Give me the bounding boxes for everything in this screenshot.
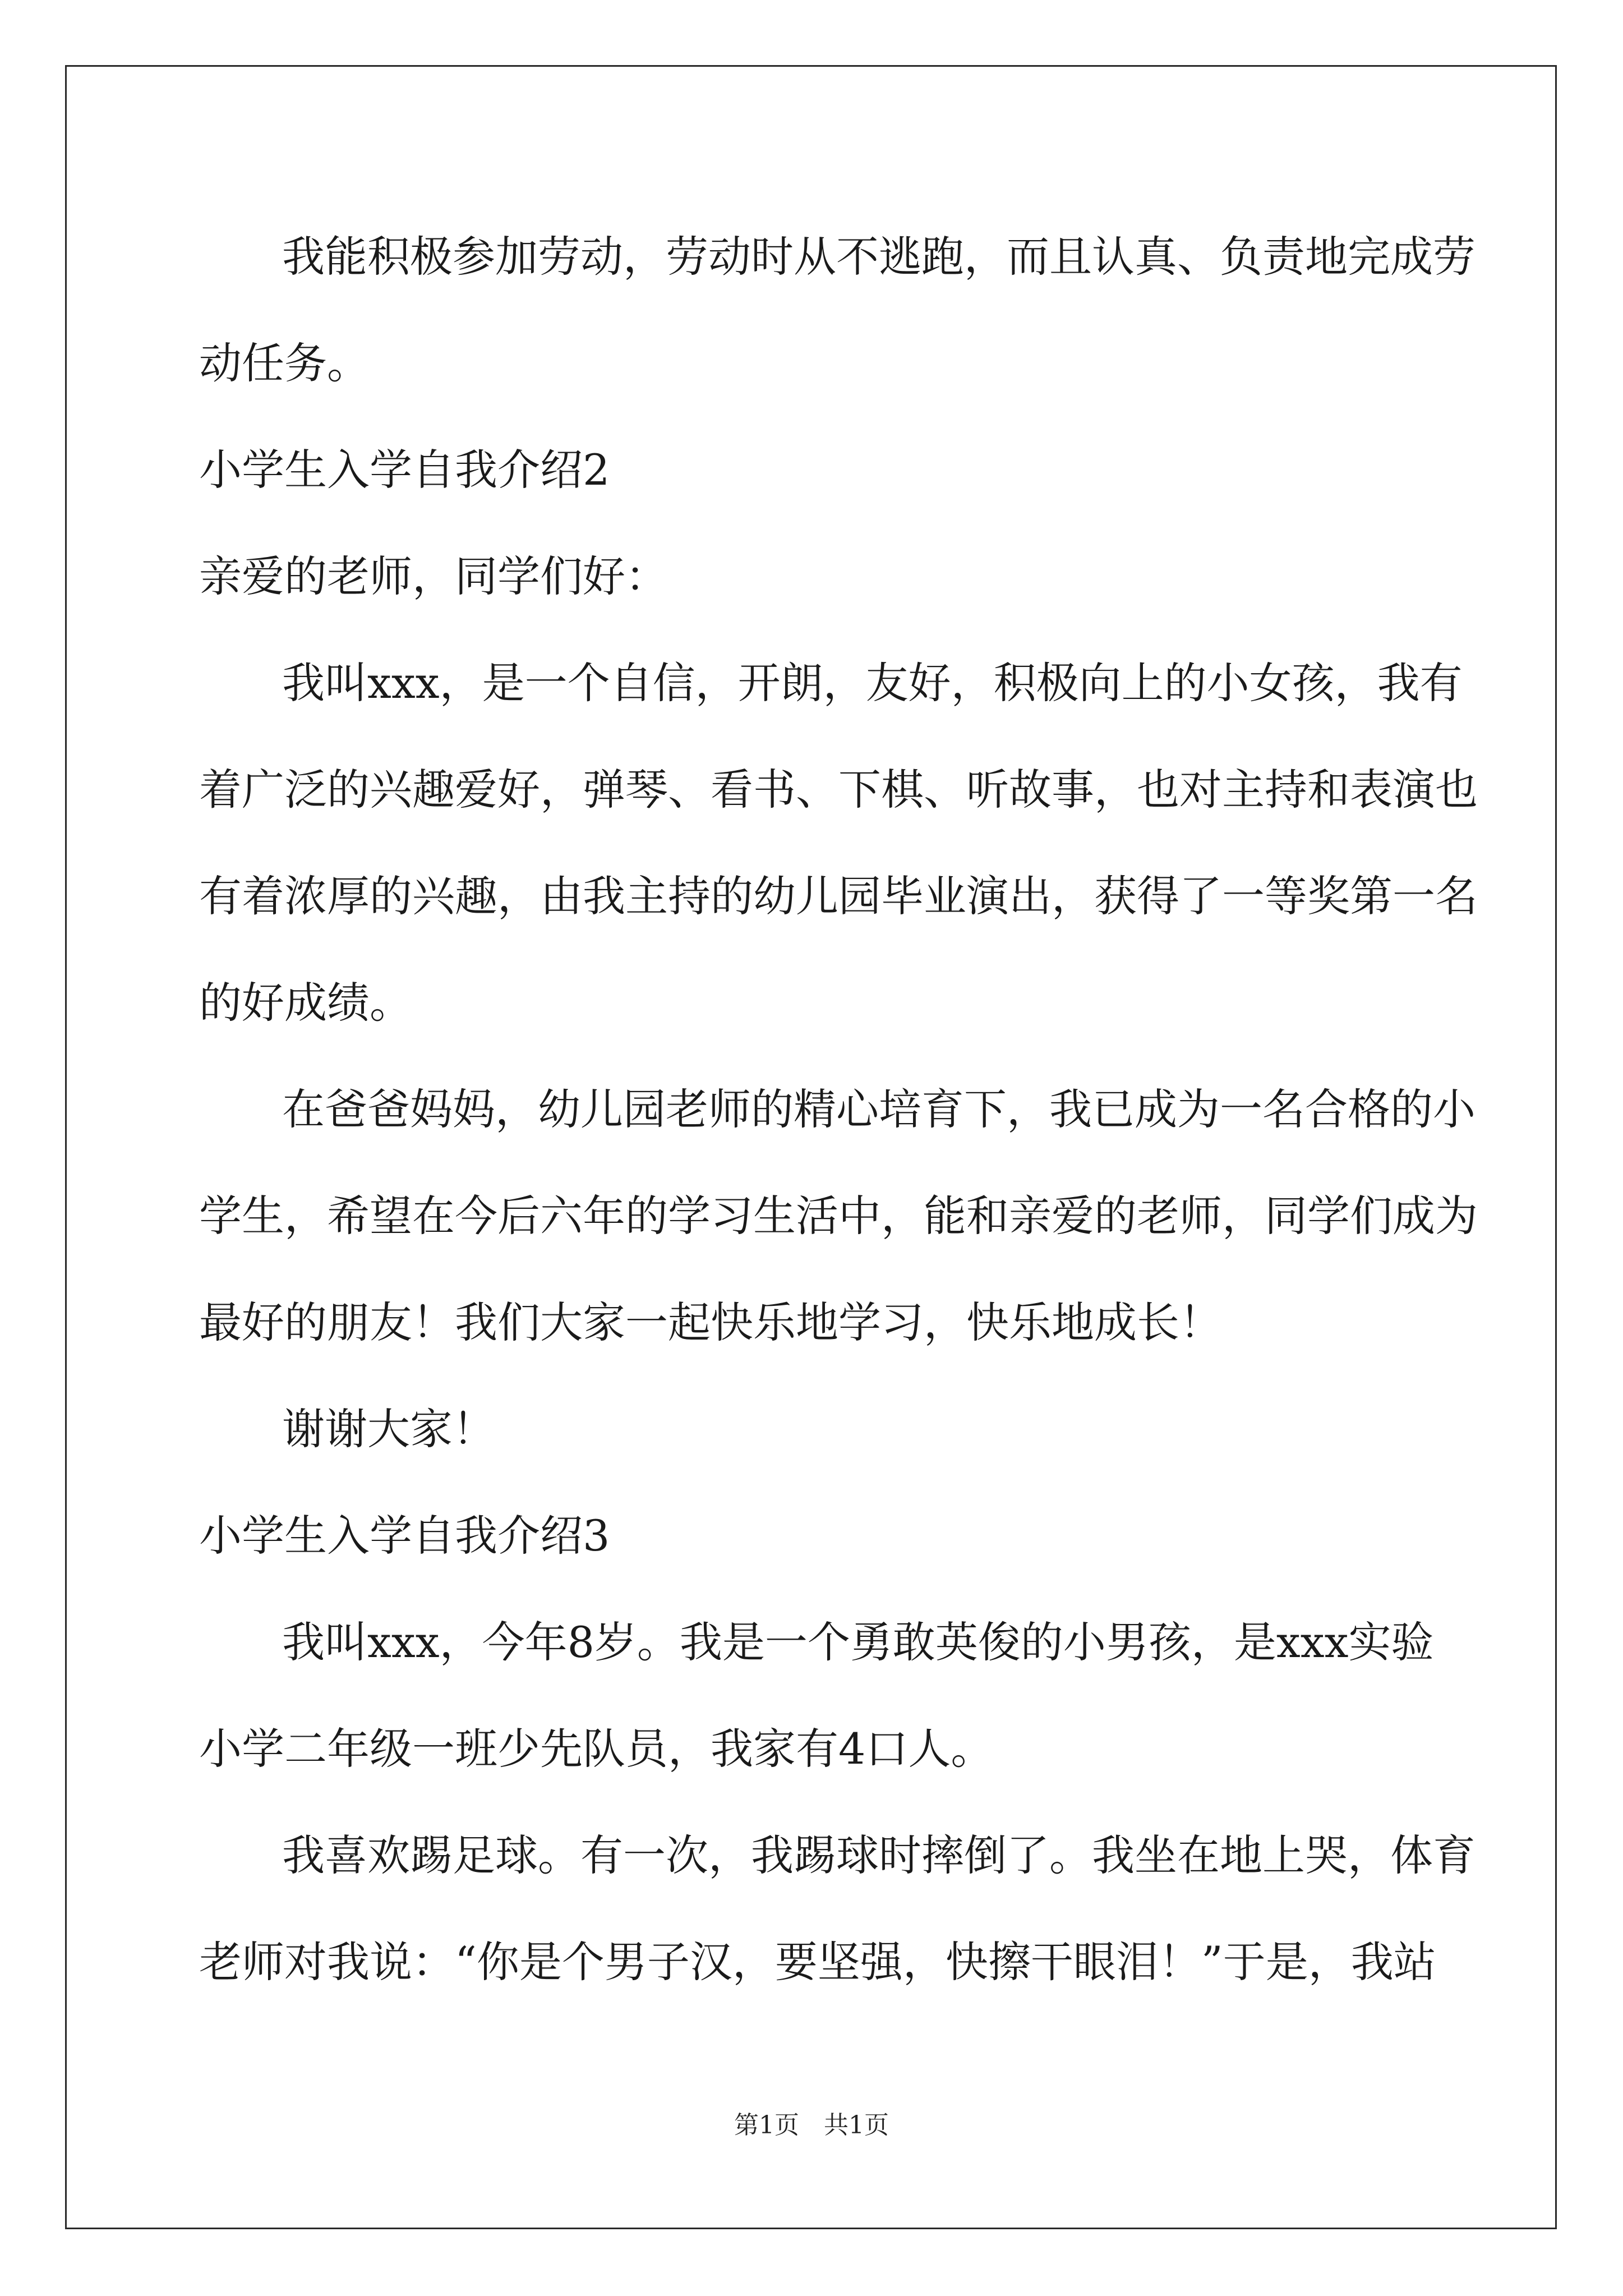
paragraph-line: 的好成绩。 — [199, 978, 412, 1028]
paragraph-line: 我叫xxx，今年8岁。我是一个勇敢英俊的小男孩，是xxx实验 — [282, 1617, 1434, 1667]
page-footer: 第1页 共1页 — [734, 2111, 889, 2139]
paragraph-line: 老师对我说：“你是个男子汉，要坚强，快擦干眼泪！”于是，我站 — [199, 1937, 1436, 1987]
paragraph-line: 谢谢大家！ — [282, 1404, 495, 1454]
paragraph-line: 小学二年级一班少先队员，我家有4口人。 — [199, 1724, 994, 1774]
greeting-line: 亲爱的老师，同学们好： — [199, 551, 668, 601]
page-border — [65, 65, 1557, 2229]
paragraph-line: 动任务。 — [199, 338, 370, 388]
paragraph-line: 有着浓厚的兴趣，由我主持的幼儿园毕业演出，获得了一等奖第一名 — [199, 871, 1478, 921]
paragraph-line: 我叫xxx，是一个自信，开朗，友好，积极向上的小女孩，我有 — [282, 658, 1463, 708]
paragraph-line: 在爸爸妈妈，幼儿园老师的精心培育下，我已成为一名合格的小 — [282, 1084, 1476, 1134]
section-heading: 小学生入学自我介绍3 — [199, 1511, 610, 1561]
paragraph-line: 我喜欢踢足球。有一次，我踢球时摔倒了。我坐在地上哭，体育 — [282, 1830, 1476, 1880]
paragraph-line: 学生，希望在今后六年的学习生活中，能和亲爱的老师，同学们成为 — [199, 1191, 1478, 1241]
paragraph-line: 我能积极参加劳动，劳动时从不逃跑，而且认真、负责地完成劳 — [282, 232, 1476, 282]
paragraph-line: 最好的朋友！我们大家一起快乐地学习，快乐地成长！ — [199, 1297, 1222, 1347]
section-heading: 小学生入学自我介绍2 — [199, 445, 610, 495]
paragraph-line: 着广泛的兴趣爱好，弹琴、看书、下棋、听故事，也对主持和表演也 — [199, 765, 1478, 815]
